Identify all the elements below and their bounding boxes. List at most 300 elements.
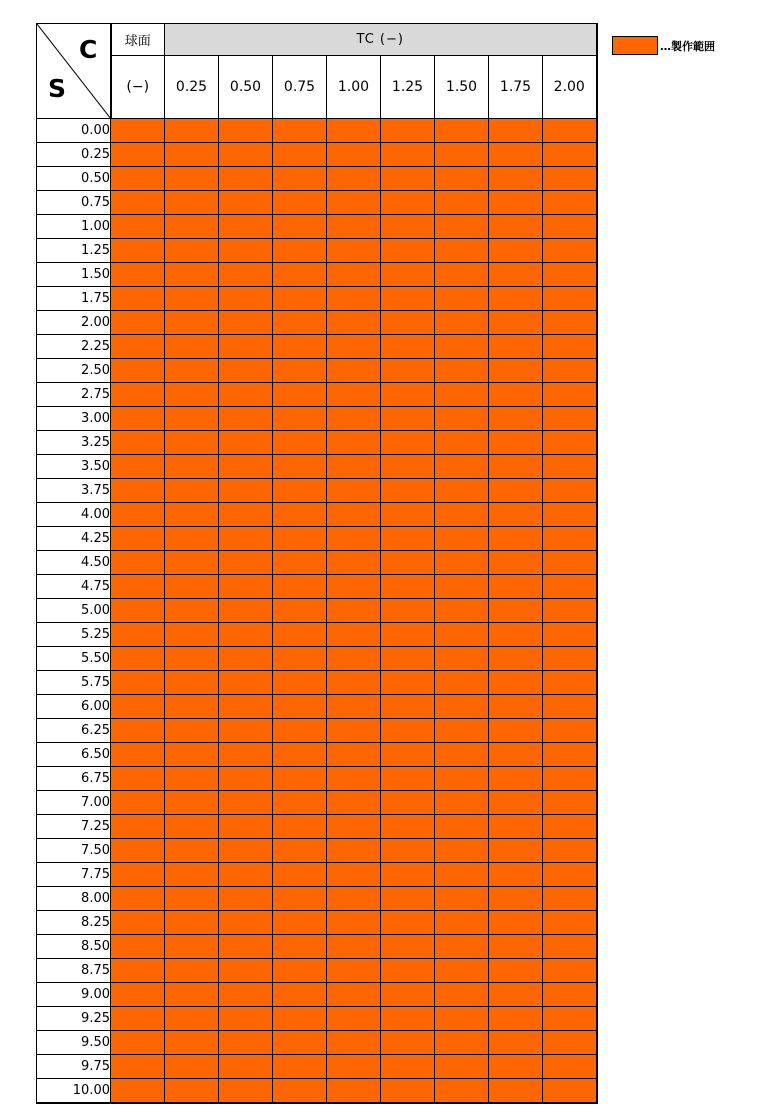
availability-cell — [165, 623, 219, 647]
availability-cell — [273, 671, 327, 695]
availability-cell — [327, 551, 381, 575]
availability-cell — [489, 719, 543, 743]
availability-cell — [219, 791, 273, 815]
availability-cell — [435, 743, 489, 767]
availability-cell — [273, 143, 327, 167]
availability-cell — [489, 1079, 543, 1104]
availability-cell — [543, 839, 597, 863]
table-row — [37, 527, 597, 551]
availability-cell — [489, 887, 543, 911]
availability-cell — [327, 215, 381, 239]
availability-cell — [435, 1055, 489, 1079]
availability-cell — [111, 239, 165, 263]
corner-s-label: S — [48, 74, 67, 103]
availability-cell — [489, 839, 543, 863]
availability-cell — [489, 1055, 543, 1079]
sphere-value-label: 2.75 — [37, 383, 111, 407]
availability-cell — [489, 191, 543, 215]
availability-cell — [489, 911, 543, 935]
availability-cell — [219, 815, 273, 839]
availability-cell — [489, 575, 543, 599]
availability-cell — [543, 935, 597, 959]
legend-label: …製作範囲 — [660, 39, 715, 53]
availability-cell — [219, 407, 273, 431]
table-row — [37, 599, 597, 623]
availability-cell — [273, 935, 327, 959]
availability-cell — [435, 383, 489, 407]
availability-cell — [111, 695, 165, 719]
availability-cell — [219, 479, 273, 503]
availability-cell — [111, 791, 165, 815]
availability-cell — [219, 623, 273, 647]
availability-cell — [489, 455, 543, 479]
availability-cell — [489, 383, 543, 407]
availability-cell — [165, 695, 219, 719]
availability-cell — [543, 191, 597, 215]
availability-cell — [111, 815, 165, 839]
table-row — [37, 935, 597, 959]
availability-cell — [435, 527, 489, 551]
availability-cell — [327, 503, 381, 527]
availability-cell — [165, 263, 219, 287]
availability-cell — [381, 167, 435, 191]
availability-cell — [381, 527, 435, 551]
availability-cell — [381, 407, 435, 431]
availability-cell — [435, 887, 489, 911]
availability-cell — [489, 647, 543, 671]
availability-cell — [219, 383, 273, 407]
table-row — [37, 119, 597, 143]
availability-cell — [219, 1031, 273, 1055]
availability-cell — [111, 1007, 165, 1031]
availability-cell — [489, 551, 543, 575]
table-row — [37, 287, 597, 311]
availability-cell — [489, 959, 543, 983]
availability-cell — [489, 503, 543, 527]
availability-cell — [111, 863, 165, 887]
availability-cell — [435, 911, 489, 935]
availability-cell — [381, 839, 435, 863]
availability-cell — [327, 407, 381, 431]
availability-cell — [219, 743, 273, 767]
availability-cell — [219, 599, 273, 623]
availability-cell — [381, 551, 435, 575]
availability-cell — [489, 863, 543, 887]
availability-cell — [111, 431, 165, 455]
availability-cell — [543, 575, 597, 599]
availability-cell — [381, 647, 435, 671]
availability-cell — [327, 1079, 381, 1104]
availability-cell — [543, 263, 597, 287]
availability-cell — [543, 311, 597, 335]
availability-cell — [165, 791, 219, 815]
availability-cell — [273, 839, 327, 863]
table-row — [37, 647, 597, 671]
availability-cell — [435, 647, 489, 671]
availability-cell — [543, 143, 597, 167]
availability-cell — [165, 119, 219, 143]
availability-cell — [273, 311, 327, 335]
availability-cell — [219, 263, 273, 287]
availability-cell — [435, 287, 489, 311]
availability-cell — [111, 1031, 165, 1055]
availability-cell — [381, 983, 435, 1007]
availability-cell — [543, 383, 597, 407]
availability-cell — [219, 455, 273, 479]
availability-cell — [165, 575, 219, 599]
sphere-value-label: 7.75 — [37, 863, 111, 887]
availability-cell — [219, 671, 273, 695]
availability-cell — [435, 671, 489, 695]
sphere-value-label: 0.00 — [37, 119, 111, 143]
availability-cell — [165, 431, 219, 455]
availability-cell — [219, 1007, 273, 1031]
availability-cell — [219, 719, 273, 743]
table-row — [37, 743, 597, 767]
table-row — [37, 863, 597, 887]
availability-cell — [219, 167, 273, 191]
table-row — [37, 167, 597, 191]
availability-cell — [111, 167, 165, 191]
availability-cell — [111, 191, 165, 215]
corner-diagonal — [37, 24, 111, 119]
sphere-value-label: 6.25 — [37, 719, 111, 743]
availability-cell — [273, 551, 327, 575]
availability-cell — [219, 215, 273, 239]
sphere-value-label: 9.75 — [37, 1055, 111, 1079]
availability-cell — [327, 287, 381, 311]
availability-cell — [327, 935, 381, 959]
availability-cell — [327, 191, 381, 215]
availability-cell — [435, 1079, 489, 1104]
availability-cell — [111, 383, 165, 407]
availability-cell — [165, 359, 219, 383]
availability-cell — [327, 743, 381, 767]
sphere-value-label: 6.75 — [37, 767, 111, 791]
tc-value-header: 1.25 — [381, 56, 435, 119]
availability-cell — [381, 215, 435, 239]
availability-cell — [489, 407, 543, 431]
availability-cell — [543, 647, 597, 671]
availability-cell — [219, 863, 273, 887]
availability-cell — [381, 455, 435, 479]
availability-cell — [327, 359, 381, 383]
table-row — [37, 1055, 597, 1079]
availability-cell — [381, 1007, 435, 1031]
availability-cell — [111, 311, 165, 335]
sphere-value-label: 3.25 — [37, 431, 111, 455]
availability-cell — [219, 839, 273, 863]
availability-cell — [165, 479, 219, 503]
availability-cell — [273, 359, 327, 383]
availability-cell — [273, 887, 327, 911]
table-row — [37, 479, 597, 503]
availability-cell — [111, 119, 165, 143]
sphere-value-label: 8.25 — [37, 911, 111, 935]
sphere-value-label: 5.00 — [37, 599, 111, 623]
sphere-value-label: 4.50 — [37, 551, 111, 575]
availability-cell — [273, 1079, 327, 1104]
availability-cell — [273, 479, 327, 503]
table-row — [37, 191, 597, 215]
availability-cell — [273, 767, 327, 791]
availability-cell — [327, 455, 381, 479]
availability-cell — [165, 839, 219, 863]
table-row — [37, 455, 597, 479]
availability-cell — [327, 1055, 381, 1079]
availability-cell — [435, 479, 489, 503]
table-row — [37, 1031, 597, 1055]
availability-cell — [543, 911, 597, 935]
sphere-value-label: 5.75 — [37, 671, 111, 695]
availability-cell — [435, 599, 489, 623]
sphere-value-label: 4.75 — [37, 575, 111, 599]
table-row — [37, 911, 597, 935]
availability-cell — [111, 287, 165, 311]
sphere-value-label: 6.00 — [37, 695, 111, 719]
availability-cell — [219, 551, 273, 575]
availability-cell — [435, 191, 489, 215]
availability-cell — [165, 863, 219, 887]
availability-cell — [111, 887, 165, 911]
availability-cell — [111, 215, 165, 239]
availability-cell — [435, 767, 489, 791]
availability-cell — [111, 1079, 165, 1104]
availability-cell — [219, 575, 273, 599]
availability-cell — [435, 167, 489, 191]
availability-cell — [327, 599, 381, 623]
table-row — [37, 215, 597, 239]
sphere-value-label: 9.00 — [37, 983, 111, 1007]
availability-cell — [543, 671, 597, 695]
availability-cell — [111, 359, 165, 383]
availability-cell — [381, 311, 435, 335]
availability-cell — [543, 215, 597, 239]
table-row — [37, 839, 597, 863]
header-row-values — [37, 56, 597, 119]
sphere-value-label: 7.00 — [37, 791, 111, 815]
tc-value-header: 0.75 — [273, 56, 327, 119]
availability-cell — [543, 407, 597, 431]
availability-cell — [381, 575, 435, 599]
table-row — [37, 983, 597, 1007]
availability-cell — [489, 623, 543, 647]
sphere-value-label: 8.75 — [37, 959, 111, 983]
availability-cell — [543, 623, 597, 647]
availability-cell — [111, 1055, 165, 1079]
availability-cell — [435, 983, 489, 1007]
availability-cell — [543, 1007, 597, 1031]
availability-cell — [381, 599, 435, 623]
availability-cell — [273, 647, 327, 671]
availability-cell — [273, 743, 327, 767]
sphere-value-label: 3.50 — [37, 455, 111, 479]
availability-cell — [327, 527, 381, 551]
availability-cell — [327, 311, 381, 335]
availability-cell — [273, 1007, 327, 1031]
availability-cell — [543, 1079, 597, 1104]
availability-cell — [435, 311, 489, 335]
availability-cell — [543, 887, 597, 911]
availability-cell — [219, 935, 273, 959]
availability-cell — [219, 503, 273, 527]
availability-cell — [273, 407, 327, 431]
sphere-value-label: 10.00 — [37, 1079, 111, 1104]
availability-cell — [273, 1055, 327, 1079]
availability-cell — [543, 767, 597, 791]
availability-cell — [219, 1055, 273, 1079]
corner-c-label: C — [79, 35, 98, 64]
availability-cell — [165, 935, 219, 959]
availability-cell — [273, 623, 327, 647]
availability-cell — [165, 287, 219, 311]
availability-cell — [381, 1079, 435, 1104]
availability-cell — [543, 455, 597, 479]
availability-cell — [489, 119, 543, 143]
availability-cell — [165, 719, 219, 743]
availability-cell — [111, 143, 165, 167]
sphere-value-label: 4.25 — [37, 527, 111, 551]
availability-cell — [489, 311, 543, 335]
availability-cell — [165, 527, 219, 551]
availability-cell — [435, 1031, 489, 1055]
availability-cell — [273, 263, 327, 287]
availability-cell — [489, 983, 543, 1007]
spherical-unit: (−) — [111, 56, 165, 119]
availability-cell — [165, 215, 219, 239]
availability-cell — [165, 767, 219, 791]
sphere-value-label: 3.00 — [37, 407, 111, 431]
sphere-value-label: 5.25 — [37, 623, 111, 647]
tc-value-header: 1.00 — [327, 56, 381, 119]
table-row — [37, 431, 597, 455]
availability-cell — [219, 959, 273, 983]
legend-swatch — [612, 36, 658, 55]
availability-cell — [489, 671, 543, 695]
availability-cell — [489, 263, 543, 287]
availability-cell — [435, 935, 489, 959]
availability-cell — [165, 407, 219, 431]
availability-cell — [543, 119, 597, 143]
availability-cell — [111, 959, 165, 983]
availability-cell — [273, 431, 327, 455]
availability-cell — [381, 719, 435, 743]
availability-cell — [165, 335, 219, 359]
availability-cell — [381, 959, 435, 983]
availability-cell — [435, 863, 489, 887]
availability-cell — [489, 335, 543, 359]
availability-cell — [543, 335, 597, 359]
availability-cell — [489, 167, 543, 191]
table-row — [37, 383, 597, 407]
availability-cell — [381, 935, 435, 959]
availability-cell — [327, 767, 381, 791]
availability-cell — [273, 383, 327, 407]
availability-cell — [327, 1007, 381, 1031]
spherical-header: 球面 — [111, 24, 165, 56]
availability-cell — [219, 191, 273, 215]
availability-cell — [327, 719, 381, 743]
table-row — [37, 335, 597, 359]
sphere-value-label: 3.75 — [37, 479, 111, 503]
availability-cell — [165, 503, 219, 527]
availability-cell — [543, 503, 597, 527]
availability-cell — [543, 1031, 597, 1055]
availability-cell — [543, 431, 597, 455]
availability-cell — [273, 719, 327, 743]
table-row — [37, 767, 597, 791]
availability-cell — [111, 551, 165, 575]
availability-cell — [489, 599, 543, 623]
availability-cell — [381, 767, 435, 791]
availability-cell — [165, 551, 219, 575]
availability-cell — [273, 911, 327, 935]
availability-cell — [543, 743, 597, 767]
availability-cell — [111, 455, 165, 479]
availability-cell — [381, 335, 435, 359]
table-row — [37, 407, 597, 431]
availability-cell — [219, 527, 273, 551]
availability-cell — [381, 623, 435, 647]
availability-cell — [543, 719, 597, 743]
availability-cell — [543, 167, 597, 191]
availability-cell — [327, 983, 381, 1007]
availability-cell — [165, 743, 219, 767]
availability-cell — [165, 815, 219, 839]
sphere-value-label: 6.50 — [37, 743, 111, 767]
availability-cell — [543, 527, 597, 551]
availability-cell — [489, 215, 543, 239]
availability-cell — [273, 119, 327, 143]
availability-cell — [165, 1055, 219, 1079]
availability-cell — [219, 359, 273, 383]
table-row — [37, 623, 597, 647]
availability-cell — [273, 695, 327, 719]
availability-cell — [273, 863, 327, 887]
availability-cell — [273, 791, 327, 815]
availability-cell — [489, 359, 543, 383]
availability-cell — [165, 167, 219, 191]
sphere-value-label: 9.50 — [37, 1031, 111, 1055]
availability-cell — [327, 911, 381, 935]
availability-cell — [327, 671, 381, 695]
availability-cell — [381, 1031, 435, 1055]
availability-cell — [435, 551, 489, 575]
tc-value-header: 1.50 — [435, 56, 489, 119]
availability-cell — [381, 287, 435, 311]
availability-cell — [489, 287, 543, 311]
availability-cell — [381, 191, 435, 215]
availability-cell — [219, 239, 273, 263]
availability-cell — [381, 479, 435, 503]
availability-cell — [435, 335, 489, 359]
availability-cell — [327, 431, 381, 455]
availability-cell — [327, 167, 381, 191]
availability-cell — [165, 647, 219, 671]
availability-cell — [273, 215, 327, 239]
availability-cell — [435, 719, 489, 743]
availability-cell — [435, 143, 489, 167]
legend — [612, 36, 715, 55]
availability-cell — [327, 143, 381, 167]
availability-cell — [219, 647, 273, 671]
availability-cell — [381, 503, 435, 527]
availability-cell — [435, 791, 489, 815]
table-body — [37, 24, 597, 1104]
availability-cell — [489, 1031, 543, 1055]
availability-cell — [111, 575, 165, 599]
table-row — [37, 1007, 597, 1031]
